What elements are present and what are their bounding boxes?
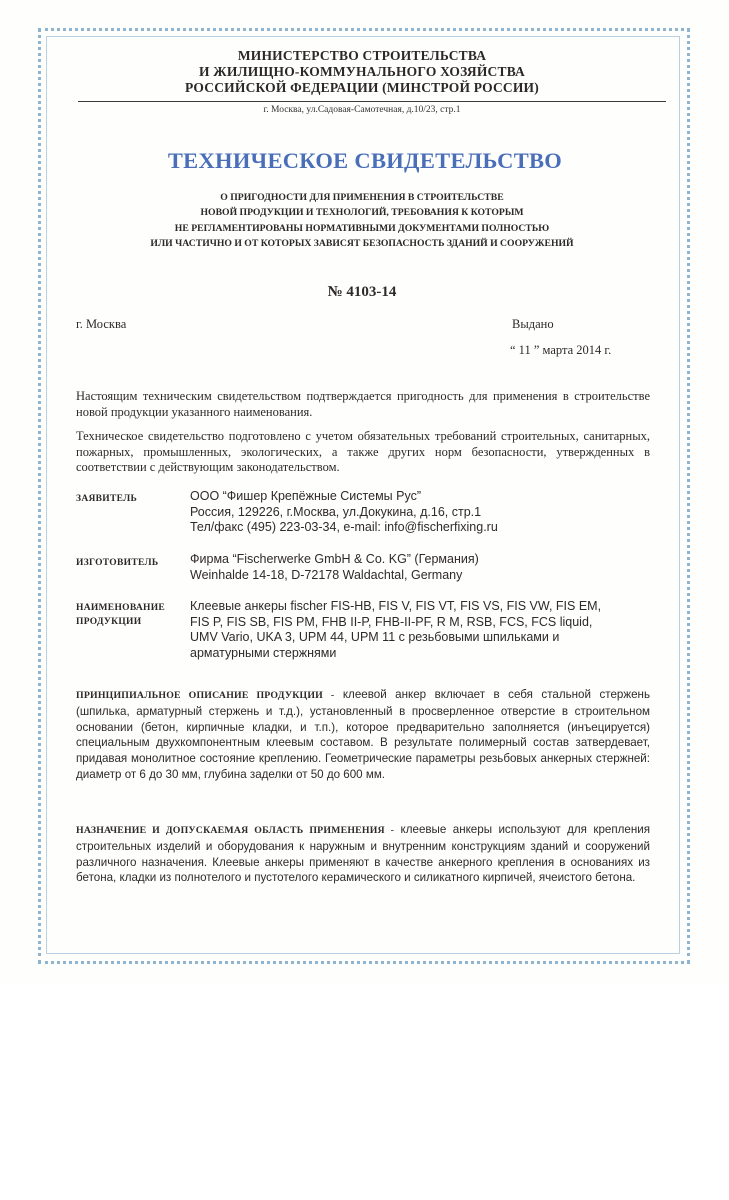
subtitle-line: НОВОЙ ПРОДУКЦИИ И ТЕХНОЛОГИЙ, ТРЕБОВАНИЯ К КОТОРЫМ bbox=[200, 207, 524, 219]
purpose-section bbox=[76, 822, 650, 886]
applicant-contacts: Тел/факс (495) 223-03-34, e-mail: info@fischerfixing.ru bbox=[190, 520, 498, 535]
manufacturer-address: Weinhalde 14-18, D-72178 Waldachtal, Germany bbox=[190, 567, 463, 582]
product-line: UMV Vario, UKA 3, UPM 44, UPM 11 с резьбовыми шпильками и bbox=[190, 630, 560, 645]
subtitle-line: О ПРИГОДНОСТИ ДЛЯ ПРИМЕНЕНИЯ В СТРОИТЕЛЬСТВЕ bbox=[220, 192, 504, 203]
issued-date: “ 11 ” марта 2014 г. bbox=[510, 343, 612, 357]
product-line: арматурными стержнями bbox=[190, 645, 337, 660]
applicant-label: ЗАЯВИТЕЛЬ bbox=[76, 494, 138, 504]
document-title: ТЕХНИЧЕСКОЕ СВИДЕТЕЛЬСТВО bbox=[167, 148, 563, 173]
subtitle-line: ИЛИ ЧАСТИЧНО И ОТ КОТОРЫХ ЗАВИСЯТ БЕЗОПАСНОСТЬ ЗДАНИЙ И СООРУЖЕНИЙ bbox=[150, 237, 574, 249]
ministry-line: РОССИЙСКОЙ ФЕДЕРАЦИИ (МИНСТРОЙ РОССИИ) bbox=[185, 80, 539, 95]
manufacturer-details bbox=[190, 552, 655, 583]
ministry-header bbox=[60, 48, 664, 96]
ministry-line: И ЖИЛИЩНО-КОММУНАЛЬНОГО ХОЗЯЙСТВА bbox=[199, 64, 525, 79]
ministry-line: МИНИСТЕРСТВО СТРОИТЕЛЬСТВА bbox=[237, 48, 487, 63]
product-label-line: НАИМЕНОВАНИЕ bbox=[76, 603, 166, 613]
document-subtitle bbox=[60, 190, 664, 251]
product-label-line: ПРОДУКЦИИ bbox=[76, 617, 142, 627]
product-line: FIS P, FIS SB, FIS PM, FHB II-P, FHB-II-PF, R M, RSB, FCS, FCS liquid, bbox=[190, 614, 593, 629]
subtitle-line: НЕ РЕГЛАМЕНТИРОВАНЫ НОРМАТИВНЫМИ ДОКУМЕНТАМИ ПОЛНОСТЬЮ bbox=[174, 222, 550, 234]
manufacturer-name: Фирма “Fischerwerke GmbH & Co. KG” (Германия) bbox=[190, 552, 479, 566]
product-label bbox=[76, 601, 165, 629]
applicant-address: Россия, 129226, г.Москва, ул.Докукина, д.16, стр.1 bbox=[190, 504, 482, 519]
manufacturer-label: ИЗГОТОВИТЕЛЬ bbox=[76, 558, 159, 568]
issue-city: г. Москва bbox=[76, 317, 127, 331]
purpose-text: клеевые анкеры используют для крепления строительных изделий и оборудования к наружным и внутренним конструкциям зданий и сооружений различного назначения. Клеевые анкеры применяют в качестве анкерного крепления в основаниях из бетона, кладки из полнотелого и пустотелого керамического и силикатного кирпичей, ячеистого бетона. bbox=[76, 823, 650, 885]
certificate-number: № 4103-14 bbox=[327, 284, 397, 300]
product-description bbox=[76, 687, 650, 783]
product-line: Клеевые анкеры fischer FIS-HB, FIS V, FIS VT, FIS VS, FIS VW, FIS EM, bbox=[190, 599, 602, 613]
ministry-address: г. Москва, ул.Садовая-Самотечная, д.10/23, стр.1 bbox=[263, 105, 461, 115]
issued-label: Выдано bbox=[512, 317, 554, 331]
purpose-heading: НАЗНАЧЕНИЕ И ДОПУСКАЕМАЯ ОБЛАСТЬ ПРИМЕНЕНИЯ - bbox=[76, 825, 395, 836]
intro-paragraph: Настоящим техническим свидетельством подтверждается пригодность для применения в строительстве новой продукции указанного наименования. bbox=[76, 389, 650, 419]
applicant-details bbox=[190, 489, 655, 536]
description-text: клеевой анкер включает в себя стальной стержень (шпилька, арматурный стержень и т.д.), установленный в просверленное отверстие в строительном основании (бетон, кирпичные кладки, и т.п.), которое предварительно заполняется (инъецируется) специальным двухкомпонентным клеевым составом. В результате полимерный состав затвердевает, придавая монолитное состояние креплению. Геометрические параметры резьбовых анкерных стержней: диаметр от 6 до 30 мм, глубина заделки от 50 до 600 мм. bbox=[76, 688, 650, 781]
product-details bbox=[190, 599, 655, 661]
requirements-paragraph: Техническое свидетельство подготовлено с учетом обязательных требований строительных, санитарных, пожарных, промышленных, экологических, а также других норм безопасности, утвержденных в соответствии с действующим законодательством. bbox=[76, 429, 650, 475]
header-divider bbox=[78, 101, 666, 102]
description-heading: ПРИНЦИПИАЛЬНОЕ ОПИСАНИЕ ПРОДУКЦИИ - bbox=[76, 690, 335, 701]
applicant-name: ООО “Фишер Крепёжные Системы Рус” bbox=[190, 489, 421, 503]
